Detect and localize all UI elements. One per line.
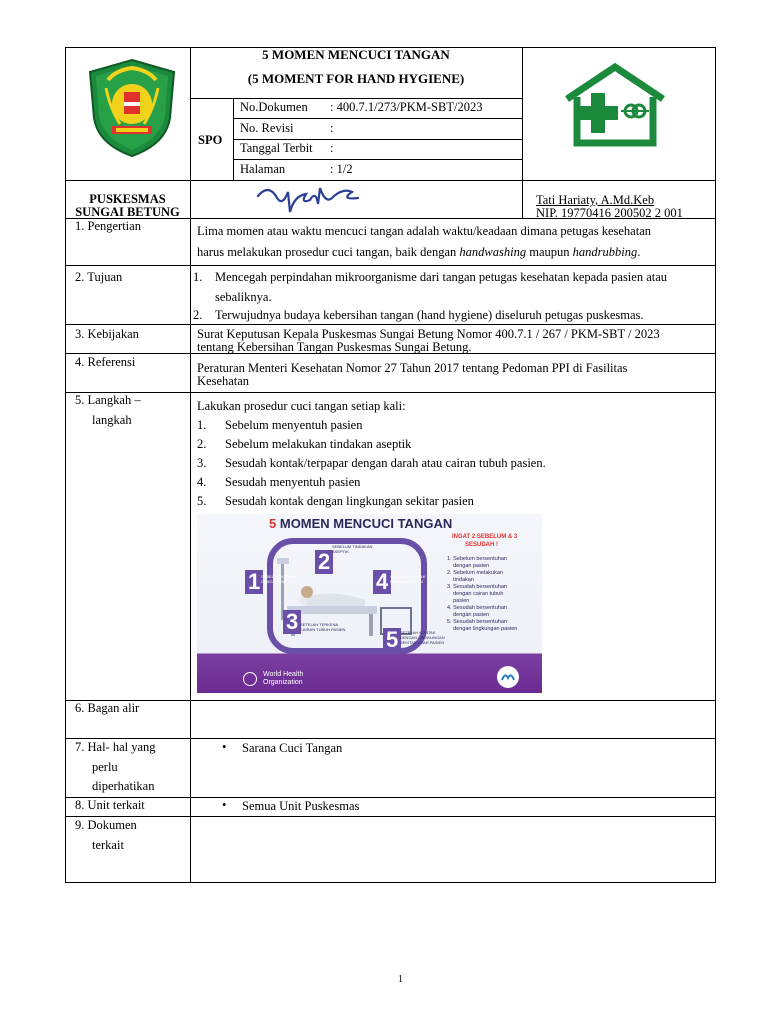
label-hal-1: 7. Hal- hal yang: [75, 740, 156, 754]
label-unit-terkait: 8. Unit terkait: [75, 798, 145, 812]
page-number: 1: [398, 974, 403, 985]
step-num-5: 5.: [197, 494, 207, 508]
moment-4-badge: 4: [373, 570, 391, 594]
official-name: Tati Hariaty, A.Md.Keb: [536, 193, 655, 207]
label-langkah-1: 5. Langkah –: [75, 393, 141, 407]
poster-note-2: SESUDAH !: [465, 542, 499, 548]
moment-1-text: SEBELUM KONTAK DENGAN PASIEN: [261, 574, 298, 584]
poster-list-line: pasien: [447, 598, 470, 604]
meta-label-revisi: No. Revisi: [240, 121, 294, 135]
tujuan-item-1a: Mencegah perpindahan mikroorganisme dari tangan petugas kesehatan kepada pasien atau: [215, 270, 668, 284]
kebijakan-line2: tentang Kebersihan Tangan Puskesmas Sungai Betung.: [197, 340, 472, 354]
step-num-4: 4.: [197, 475, 207, 489]
step-text-3: Sesudah kontak/terpapar dengan darah atau cairan tubuh pasien.: [225, 456, 546, 470]
tujuan-item-1b: sebaliknya.: [215, 290, 272, 304]
puskesmas-logo: [563, 63, 667, 149]
label-pengertian: 1. Pengertian: [75, 219, 141, 233]
who-name-1: World Health: [263, 671, 304, 678]
unit-bullet-text: Semua Unit Puskesmas: [242, 799, 360, 813]
moment-5-text: SETELAH KONTAK DENGAN LINGKUNGAN SEKITAR LUAR PASIEN: [400, 630, 445, 645]
label-hal-3: diperhatikan: [92, 779, 155, 793]
institution-name-2: SUNGAI BETUNG: [75, 205, 180, 219]
who-emblem-icon: [243, 672, 257, 686]
tujuan-num-2: 2.: [193, 308, 203, 322]
label-dokumen-2: terkait: [92, 838, 124, 852]
label-dokumen-1: 9. Dokumen: [75, 818, 137, 832]
doc-title: 5 MOMEN MENCUCI TANGAN: [262, 47, 450, 62]
moment-5-badge: 5: [383, 628, 401, 652]
poster-title: 5 MOMEN MENCUCI TANGAN: [269, 516, 453, 531]
moment-4-text: SETELAH KONTAK DENGAN PASIEN: [390, 574, 426, 584]
moment-3-badge: 3: [283, 610, 301, 634]
poster-list-line: 2. Sebelum melakukan: [447, 570, 503, 576]
moment-2-text: SEBELUM TINDAKAN ASEPTIK: [332, 544, 373, 554]
meta-label-halaman: Halaman: [240, 162, 286, 176]
official-nip: NIP. 19770416 200502 2 001: [536, 206, 683, 220]
step-text-2: Sebelum melakukan tindakan aseptik: [225, 437, 412, 451]
who-name-2: Organization: [263, 679, 303, 686]
label-hal-2: perlu: [92, 760, 118, 774]
poster-list-line: dengan pasien: [447, 563, 490, 569]
signature: [254, 182, 364, 218]
bullet-dot: •: [222, 740, 227, 754]
poster-list-line: tindakan: [447, 577, 474, 583]
poster-list-line: 3. Sesudah bersentuhan: [447, 584, 507, 590]
meta-value-dokumen: : 400.7.1/273/PKM-SBT/2023: [330, 100, 483, 114]
poster-list: [447, 556, 539, 633]
label-kebijakan: 3. Kebijakan: [75, 327, 139, 341]
meta-value-tanggal: :: [330, 141, 334, 155]
label-langkah-2: langkah: [92, 413, 132, 427]
step-text-4: Sesudah menyentuh pasien: [225, 475, 361, 489]
poster-list-line: dengan pasien: [447, 612, 490, 618]
poster-list-line: 5. Sesudah bersentuhan: [447, 619, 507, 625]
step-text-5: Sesudah kontak dengan lingkungan sekitar pasien: [225, 494, 474, 508]
hands-icon: [497, 666, 519, 688]
step-text-1: Sebelum menyentuh pasien: [225, 418, 363, 432]
poster-note-1: INGAT 2 SEBELUM & 3: [452, 534, 518, 540]
label-tujuan: 2. Tujuan: [75, 270, 123, 284]
meta-label-tanggal: Tanggal Terbit: [240, 141, 313, 155]
step-num-2: 2.: [197, 437, 207, 451]
label-referensi: 4. Referensi: [75, 355, 136, 369]
referensi-line2: Kesehatan: [197, 374, 250, 388]
pengertian-line1: Lima momen atau waktu mencuci tangan adalah waktu/keadaan dimana petugas kesehatan: [197, 224, 651, 238]
five-moments-poster: [197, 514, 542, 693]
meta-value-revisi: :: [330, 121, 334, 135]
tujuan-num-1: 1.: [193, 270, 203, 284]
referensi-line1: Peraturan Menteri Kesehatan Nomor 27 Tahun 2017 tentang Pedoman PPI di Fasilitas: [197, 361, 628, 375]
meta-label-dokumen: No.Dokumen: [240, 100, 308, 114]
moment-2-badge: 2: [315, 550, 333, 574]
moment-3-text: SETELAH TERKENA CAIRAN TUBUH PASIEN: [300, 622, 346, 632]
tujuan-item-2: Terwujudnya budaya kebersihan tangan (hand hygiene) diseluruh petugas puskesmas.: [215, 308, 644, 322]
meta-value-halaman: : 1/2: [330, 162, 353, 176]
moment-1-badge: 1: [245, 570, 263, 594]
institution-name-1: PUSKESMAS: [89, 192, 166, 206]
poster-list-line: dengan cairan tubuh: [447, 591, 504, 597]
langkah-intro: Lakukan prosedur cuci tangan setiap kali:: [197, 399, 406, 413]
label-bagan-alir: 6. Bagan alir: [75, 701, 140, 715]
poster-list-line: 1. Sebelum bersentuhan: [447, 556, 507, 562]
kebijakan-line1: Surat Keputusan Kepala Puskesmas Sungai Betung Nomor 400.7.1 / 267 / PKM-SBT / 2023: [197, 327, 660, 341]
pengertian-line2: harus melakukan prosedur cuci tangan, baik dengan handwashing maupun handrubbing.: [197, 245, 641, 259]
regional-emblem-logo: [86, 58, 178, 158]
bullet-dot: •: [222, 798, 227, 812]
poster-list-line: 4. Sesudah bersentuhan: [447, 605, 507, 611]
step-num-3: 3.: [197, 456, 207, 470]
spo-label: SPO: [198, 133, 223, 147]
doc-subtitle: (5 MOMENT FOR HAND HYGIENE): [247, 71, 465, 86]
poster-list-line: dengan lingkungan pasien: [447, 626, 518, 632]
step-num-1: 1.: [197, 418, 207, 432]
hal-bullet-text: Sarana Cuci Tangan: [242, 741, 343, 755]
